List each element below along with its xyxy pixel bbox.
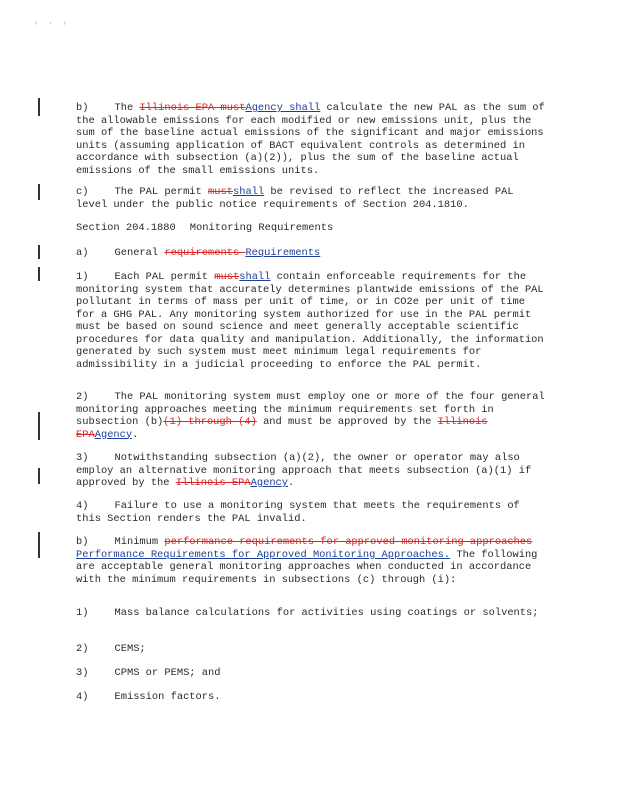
paragraph-3-alternative-monitoring <box>76 452 546 490</box>
paragraph-text: be revised to reflect the increased PAL level under the public notice requirements of Section 204.1810. <box>76 186 514 211</box>
paragraph-text: The PAL monitoring system must employ one or more of the four general monitoring approaches meeting the minimum requirements set forth in subsection (b) <box>76 391 545 428</box>
paragraph-text: Failure to use a monitoring system that meets the requirements of this Section renders the PAL invalid. <box>76 500 520 525</box>
list-item-cpms-pems <box>76 667 546 680</box>
paragraph-text: Emission factors. <box>114 691 221 703</box>
paragraph-label: 3) <box>76 452 89 464</box>
paragraph-text: CPMS or PEMS; and <box>114 667 221 679</box>
deleted-text: Illinois EPA <box>76 416 488 441</box>
inserted-text: Requirements <box>245 247 321 259</box>
paragraph-text: Each PAL permit <box>114 271 215 283</box>
change-bar <box>38 532 40 558</box>
paragraph-label: 1) <box>76 271 89 283</box>
paragraph-text: CEMS; <box>114 643 146 655</box>
paragraph-text: calculate the new PAL as the sum of the allowable emissions for each modified or new emissions unit, plus the sum of the baseline actual emissions of the significant and major emissions units (assuming application of BACT equivalent controls as determined in accordance with subsection (a)(2)), plus the sum of the baseline actual emissions of the small emissions units. <box>76 102 545 177</box>
paragraph-text: . <box>132 428 139 441</box>
list-item-mass-balance <box>76 607 546 620</box>
paragraph-text: and must be approved by the <box>256 416 438 428</box>
paragraph-text: Minimum <box>114 536 165 548</box>
inserted-text: Performance Requirements for Approved Monitoring Approaches. <box>76 548 451 561</box>
list-item-cems <box>76 643 546 656</box>
deleted-text: (1) through (4) <box>163 416 257 428</box>
section-title: Monitoring Requirements <box>189 222 334 234</box>
paragraph-text: contain enforceable requirements for the monitoring system that accurately determines plantwide emissions of the PAL pollutant in terms of mass per unit of time, or in CO2e per unit of time for a GHG PAL. Any monitoring system authorized for use in the PAL permit must be based on sound science and meet generally acceptable scientific procedures for data quality and manipulation. Additionally, the information generated by such system must meet minimum legal requirements for admissibility in a judicial proceeding to enforce the PAL permit. <box>76 271 544 371</box>
paragraph-2-monitoring-approaches <box>76 391 546 441</box>
change-bar <box>38 184 40 200</box>
inserted-text: Agency <box>94 428 133 441</box>
inserted-text: Agency <box>250 477 289 489</box>
paragraph-4-pal-invalid <box>76 500 546 525</box>
deleted-text: must <box>208 186 233 198</box>
paragraph-label: 1) <box>76 607 89 619</box>
change-bar <box>38 412 40 440</box>
deleted-text: Illinois EPA must <box>139 102 246 114</box>
paragraph-text: The PAL permit <box>114 186 209 198</box>
paragraph-text: . <box>288 477 295 489</box>
paragraph-label: 3) <box>76 667 89 679</box>
change-bar <box>38 267 40 281</box>
subsection-b-minimum-performance <box>76 536 546 586</box>
paragraph-label: b) <box>76 102 89 114</box>
page-header-marks: ‹ · › <box>34 20 71 28</box>
paragraph-text: The following are acceptable general monitoring approaches when conducted in accordance with the minimum requirements in subsections (c) through (i): <box>76 548 538 586</box>
change-bar <box>38 468 40 484</box>
change-bar <box>38 245 40 259</box>
list-item-emission-factors <box>76 691 546 704</box>
paragraph-text: The <box>114 102 140 114</box>
paragraph-label: a) <box>76 247 89 259</box>
paragraph-label: 2) <box>76 391 89 403</box>
subsection-a-general <box>76 247 546 260</box>
deleted-text: Illinois EPA <box>175 477 251 489</box>
paragraph-label: c) <box>76 186 89 198</box>
paragraph-label: 4) <box>76 500 89 512</box>
paragraph-text: Notwithstanding subsection (a)(2), the owner or operator may also employ an alternative monitoring approach that meets subsection (a)(1) if approved by the <box>76 452 532 489</box>
paragraph-1-enforceable-requirements <box>76 271 546 371</box>
section-heading <box>76 222 546 235</box>
paragraph-c-permit-revision <box>76 186 546 211</box>
paragraph-text: Mass balance calculations for activities using coatings or solvents; <box>114 607 539 619</box>
paragraph-b-pal-calculation <box>76 102 546 177</box>
paragraph-label: 2) <box>76 643 89 655</box>
deleted-text: performance requirements for approved monitoring approaches <box>164 536 533 548</box>
paragraph-text: General <box>114 247 165 259</box>
deleted-text: must <box>214 271 240 283</box>
inserted-text: Agency shall <box>245 102 321 114</box>
inserted-text: shall <box>232 186 265 198</box>
deleted-text: requirements <box>164 247 246 259</box>
inserted-text: shall <box>239 271 271 283</box>
change-bar <box>38 98 40 116</box>
paragraph-label: 4) <box>76 691 89 703</box>
paragraph-label: b) <box>76 536 89 548</box>
section-number: Section 204.1880 <box>76 222 176 234</box>
